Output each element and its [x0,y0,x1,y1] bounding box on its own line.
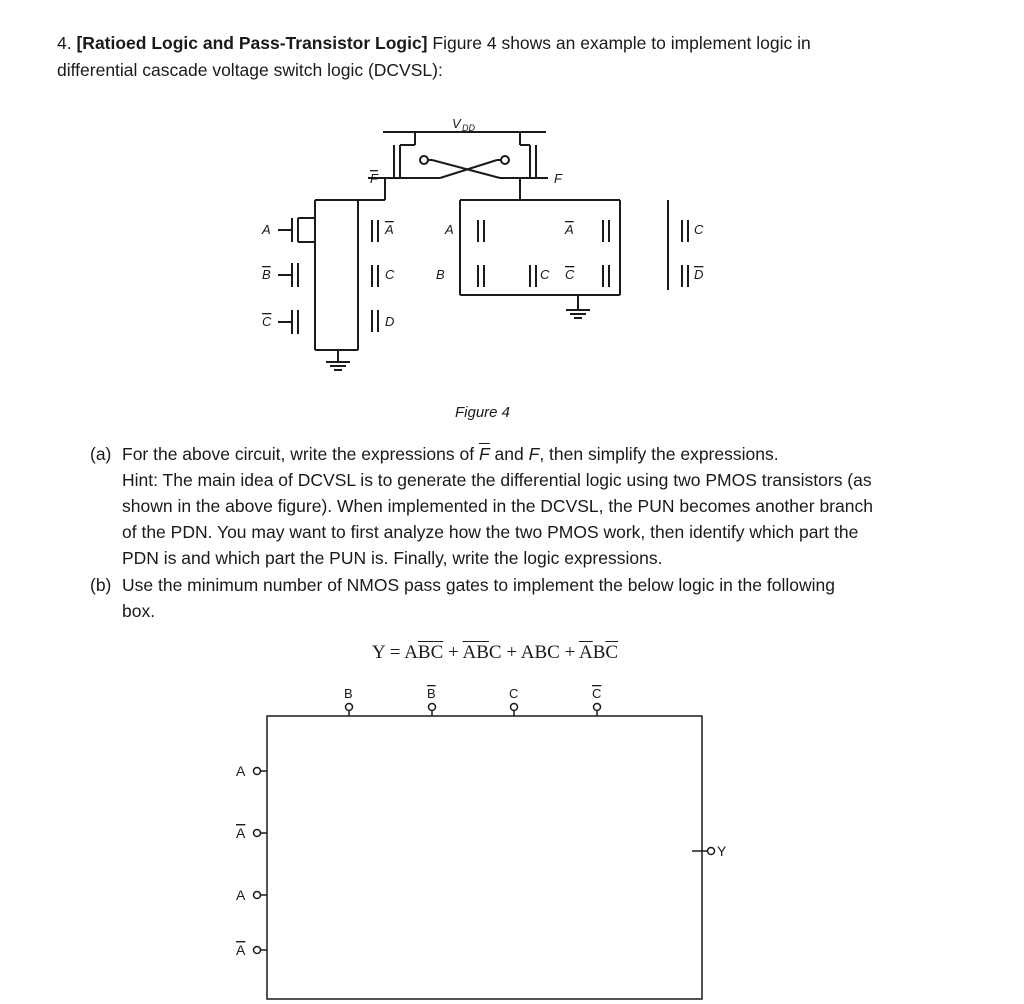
question-header [57,30,811,56]
vdd-label: V [452,116,461,131]
top-input-b: B [344,686,353,701]
input-c-2-label: C [385,267,395,282]
input-a-3-label: A [445,222,454,237]
question-number: 4. [57,33,72,53]
left-input-abar-2: A [236,942,246,958]
input-dbar-label: D [694,267,704,282]
input-abar-4-label: A [565,222,574,237]
equation-plus-3: + [559,642,579,663]
equation-t2-c: C [488,642,502,663]
logic-equation [372,642,618,664]
part-a-line1 [122,441,779,467]
top-input-c: C [509,686,519,701]
left-input-a-1: A [236,763,246,779]
left-input-a-2: A [236,887,246,903]
fbar-node-label: F [370,171,378,186]
left-input-abar-1: A [236,825,246,841]
part-a-label: (a) [90,444,112,464]
question-intro-2: differential cascade voltage switch logic (DCVSL): [57,60,443,80]
equation-lhs: Y = [372,642,405,663]
part-a-hint-3: of the PDN. You may want to first analyze how the two PMOS work, then identify which part the [122,522,859,542]
input-c-5-label: C [694,222,704,237]
part-b-label: (b) [90,575,112,595]
answer-box [0,680,1024,1004]
question-intro-1: Figure 4 shows an example to implement logic in [427,33,811,53]
question-title: [Ratioed Logic and Pass-Transistor Logic] [76,33,428,53]
part-a-f: F [528,444,540,464]
top-input-cbar: C [592,686,602,701]
input-abar-2-label: A [385,222,394,237]
part-a-line1-pre: For the above circuit, write the expressions of [122,444,479,464]
top-input-bbar: B [427,686,436,701]
input-cbar-label: C [262,314,272,329]
part-a-line1-post: , then simplify the expressions. [539,444,779,464]
equation-t1-bc: $\overline{BC}$ [417,642,444,663]
part-a-fbar: $\overline{F}$ [478,444,490,464]
figure-caption: Figure 4 [455,404,511,421]
equation-t4-a: $\overline{A}$ [578,642,593,663]
dcvsl-circuit-figure [0,100,1024,390]
vdd-subscript: DD [462,123,475,133]
equation-plus-1: + [443,642,463,663]
equation-t4-c: $\overline{C}$ [605,642,619,663]
input-c-3-label: C [540,267,550,282]
output-y-label: Y [717,843,727,859]
part-a-hint-1: Hint: The main idea of DCVSL is to generate the differential logic using two PMOS transistors (as [122,470,872,490]
part-a-hint-2: shown in the above figure). When implemented in the DCVSL, the PUN becomes another branch [122,496,873,516]
equation-plus-2: + [501,642,521,663]
equation-t4-b: B [592,642,606,663]
equation-t2-b: $\overline{B}$ [476,642,489,663]
input-cbar-4-label: C [565,267,575,282]
equation-t1-a: A [404,642,418,663]
input-d-label: D [385,314,395,329]
part-a-hint-4: PDN is and which part the PUN is. Finally, write the logic expressions. [122,548,663,568]
input-b-3-label: B [436,267,445,282]
part-b-line1: Use the minimum number of NMOS pass gates to implement the below logic in the following [122,575,835,595]
part-a-line1-mid: and [489,444,529,464]
equation-t3: ABC [520,642,560,663]
equation-t2-a: $\overline{A}$ [462,642,477,663]
f-node-label: F [554,171,562,186]
input-a-label: A [262,222,271,237]
input-bbar-label: B [262,267,271,282]
part-b-line2: box. [122,601,156,621]
